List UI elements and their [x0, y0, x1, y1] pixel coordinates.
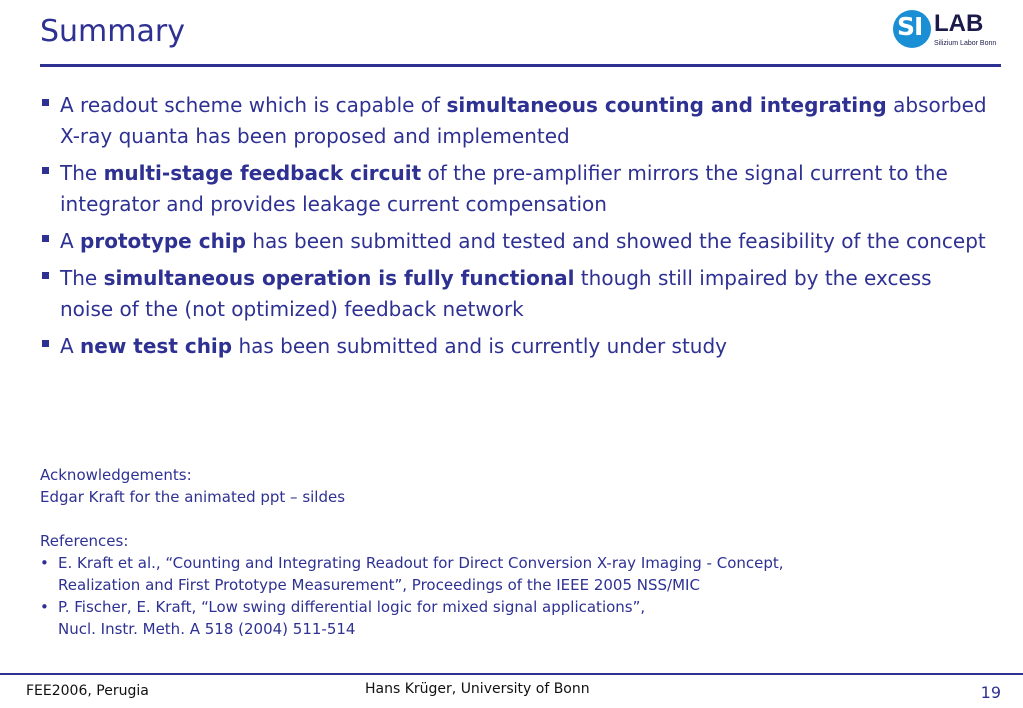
- bullet-text: of the pre-amplifier mirrors the signal current to the integrator and provides leakage current compensation: [60, 161, 948, 216]
- reference-item: [40, 552, 1000, 596]
- bullet-emphasis: simultaneous operation is fully functional: [103, 266, 575, 290]
- bullet-text: though still impaired by the excess noise of the (not optimized) feedback network: [60, 266, 932, 321]
- acknowledgements-text: Edgar Kraft for the animated ppt – sildes: [40, 488, 346, 506]
- bullet-text: has been submitted and tested and showed the feasibility of the concept: [245, 229, 986, 253]
- bullet-text: The: [60, 161, 104, 185]
- silab-logo: [893, 8, 1005, 52]
- bullet-text: The: [60, 266, 104, 290]
- bullet-item: [40, 263, 990, 325]
- footer-divider: [0, 673, 1023, 675]
- reference-line: Nucl. Instr. Meth. A 518 (2004) 511-514: [58, 620, 356, 638]
- reference-line: P. Fischer, E. Kraft, “Low swing differential logic for mixed signal applications”,: [58, 598, 646, 616]
- acknowledgements-heading: Acknowledgements:: [40, 466, 192, 484]
- acknowledgements-section: [40, 464, 345, 508]
- logo-lab-text: LAB: [934, 10, 984, 37]
- bullet-text: A: [60, 334, 81, 358]
- bullet-emphasis: multi-stage feedback circuit: [103, 161, 422, 185]
- bullet-item: [40, 226, 990, 257]
- square-bullet-icon: [42, 272, 49, 279]
- bullet-emphasis: simultaneous counting and integrating: [446, 93, 887, 117]
- bullet-item: [40, 331, 990, 362]
- bullet-emphasis: prototype chip: [80, 229, 246, 253]
- bullet-text: A: [60, 229, 81, 253]
- bullet-emphasis: new test chip: [80, 334, 233, 358]
- square-bullet-icon: [42, 340, 49, 347]
- bullet-text: absorbed X-ray quanta has been proposed and implemented: [60, 93, 987, 148]
- header-divider: [40, 64, 1001, 67]
- reference-line: E. Kraft et al., “Counting and Integrating Readout for Direct Conversion X-ray Imaging - Concept,: [58, 554, 784, 572]
- reference-line: Realization and First Prototype Measurement”, Proceedings of the IEEE 2005 NSS/MIC: [58, 576, 700, 594]
- reference-item: [40, 596, 1000, 640]
- references-section: [40, 530, 1000, 640]
- logo-si-text: SI: [897, 12, 923, 41]
- bullet-text: A readout scheme which is capable of: [60, 93, 447, 117]
- square-bullet-icon: [42, 99, 49, 106]
- page-number: 19: [980, 683, 1001, 702]
- references-heading: References:: [40, 532, 129, 550]
- footer-author: Hans Krüger, University of Bonn: [365, 681, 590, 697]
- bullet-dot-icon: •: [40, 598, 49, 616]
- square-bullet-icon: [42, 235, 49, 242]
- slide-title: Summary: [40, 14, 185, 49]
- square-bullet-icon: [42, 167, 49, 174]
- bullet-dot-icon: •: [40, 554, 49, 572]
- summary-bullet-list: [40, 90, 990, 368]
- logo-subtitle: Silizium Labor Bonn: [934, 40, 997, 47]
- bullet-item: [40, 158, 990, 220]
- bullet-item: [40, 90, 990, 152]
- bullet-text: has been submitted and is currently under study: [232, 334, 728, 358]
- footer-event: FEE2006, Perugia: [26, 683, 149, 699]
